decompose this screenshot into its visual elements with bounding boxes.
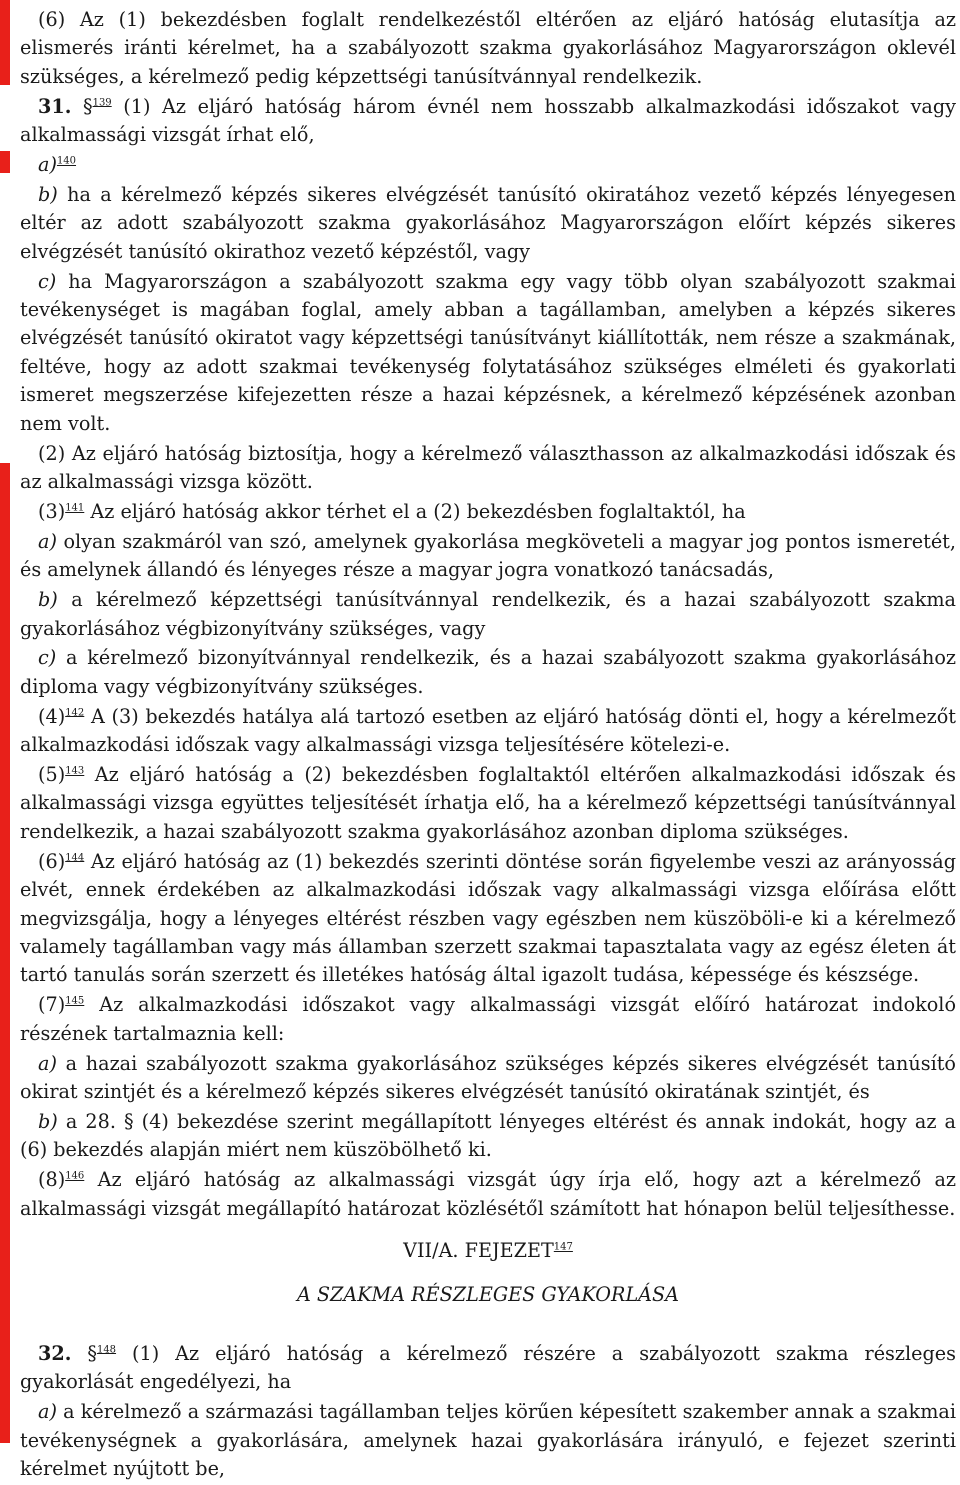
point-text: a hazai szabályozott szakma gyakorlásához szükséges képzés sikeres elvégzését tanúsító okirat szintjét és a kérelmező képzés sikeres elvégzését tanúsító okiratának szintjét, és <box>20 1051 956 1104</box>
chapter-heading <box>20 1237 956 1265</box>
paragraph-6 <box>20 848 956 990</box>
paragraph-text: A (3) bekezdés hatálya alá tartozó esetben az eljáró hatóság dönti el, hogy a kérelmezőt alkalmazkodási időszak vagy alkalmassági vizsga teljesítésére kötelezi-e. <box>20 704 956 757</box>
paragraph-4 <box>20 703 956 760</box>
paragraph-2: (2) Az eljáró hatóság biztosítja, hogy a kérelmező választhasson az alkalmazkodási időszak és az alkalmassági vizsga között. <box>20 441 956 493</box>
paragraph-text: (1) Az eljáró hatóság a kérelmező részére a szabályozott szakma részleges gyakorlását engedélyezi, ha <box>20 1341 956 1394</box>
footnote-link[interactable]: 145 <box>65 995 85 1007</box>
point-letter: c) <box>38 269 57 293</box>
paragraph-7-point-a <box>20 1050 956 1107</box>
paragraph-text: (1) Az eljáró hatóság három évnél nem hosszabb alkalmazkodási időszakot vagy alkalmassági vizsgát írhat elő, <box>20 94 956 147</box>
paragraph-number: (8) <box>38 1168 66 1192</box>
paragraph-3 <box>20 498 956 526</box>
paragraph-3-point-a <box>20 528 956 585</box>
paragraph-6-intro: (6) Az (1) bekezdésben foglalt rendelkezéstől eltérően az eljáró hatóság elutasítja az elismerés iránti kérelmet, ha a szabályozott szakma gyakorlásához Magyarországon oklevél szükséges, a kérelmező pedig képzettségi tanúsítvánnyal rendelkezik. <box>20 8 956 88</box>
point-letter: a) <box>38 529 57 553</box>
document-body <box>20 6 956 1485</box>
point-letter: a) <box>38 1051 57 1075</box>
section-number: 31. <box>38 94 72 118</box>
section-number: 32. <box>38 1341 72 1365</box>
point-letter: c) <box>38 646 57 670</box>
section-sign: § <box>82 94 93 118</box>
footnote-link[interactable]: 140 <box>56 155 77 167</box>
point-text: a kérelmező képzettségi tanúsítvánnyal rendelkezik, és a hazai szabályozott szakma gyakorlásához végbizonyítvány szükséges, vagy <box>20 588 956 640</box>
paragraph-text: Az eljáró hatóság a (2) bekezdésben foglaltaktól eltérően alkalmazkodási időszak és alkalmassági vizsga együttes teljesítését írhatja elő, ha a kérelmező képzettségi tanúsítvánnyal rendelkezik, a hazai szabályozott szakma gyakorlásához azonban diploma szükséges. <box>20 763 956 843</box>
paragraph-number: (3) <box>38 499 66 523</box>
point-text: a kérelmező bizonyítvánnyal rendelkezik, és a hazai szabályozott szakma gyakorlásához diploma vagy végbizonyítvány szükséges. <box>20 646 956 698</box>
chapter-title: A SZAKMA RÉSZLEGES GYAKORLÁSA <box>296 1283 680 1307</box>
section-32-para-1 <box>20 1340 956 1397</box>
footnote-link[interactable]: 141 <box>65 502 85 514</box>
point-letter: b) <box>38 588 58 612</box>
paragraph-number: (7) <box>38 993 66 1017</box>
point-letter: b) <box>38 1109 58 1133</box>
paragraph-5 <box>20 761 956 846</box>
footnote-link[interactable]: 148 <box>96 1344 117 1356</box>
paragraph-text: Az eljáró hatóság az (1) bekezdés szerinti döntése során figyelembe veszi az arányosság elvét, ennek érdekében az alkalmazkodási időszak vagy alkalmassági vizsga előírása előtt megvizsgálja, hogy a lényeges eltérést részben vagy egészben nem küszöböli-e ki a kérelmező valamely tagállamban vagy más államban szerzett szakmai tapasztalata vagy az egész életen át tartó tanulás során szerzett és illetékes hatóság által igazolt tudása, képessége és készsége. <box>20 849 956 987</box>
footnote-link[interactable]: 143 <box>65 765 85 777</box>
section-sign: § <box>87 1341 97 1365</box>
change-bar-2 <box>0 151 10 173</box>
footnote-link[interactable]: 139 <box>92 97 112 109</box>
point-text: ha Magyarországon a szabályozott szakma egy vagy több olyan szabályozott szakmai tevékenységet is magában foglal, amely abban a tagállamban, amelyben a képzés sikeres elvégzését tanúsító okiratot vagy képzettségi tanúsítványt kiállították, nem része a szakmának, feltéve, hogy az adott szakmai tevékenység folytatásához szükséges elméleti és gyakorlati ismeret megszerzése kifejezetten része a hazai képzésnek, a kérelmező képzésének azonban nem volt. <box>20 269 956 435</box>
point-text: olyan szakmáról van szó, amelynek gyakorlása megköveteli a magyar jog pontos ismeretét, és amelynek állandó és lényeges része a magyar jogra vonatkozó tanácsadás, <box>20 529 956 582</box>
point-text: ha a kérelmező képzés sikeres elvégzését tanúsító okiratához vezető képzés lényegesen eltér az adott szabályozott szakma gyakorlásához Magyarországon előírt képzés sikeres elvégzését tanúsító okirathoz vezető képzéstől, vagy <box>20 182 956 263</box>
point-text: a kérelmező a származási tagállamban teljes körűen képesített szakember annak a szakmai tevékenységnek a gyakorlására, amelynek hazai gyakorlására irányuló, e fejezet szerinti kérelmet nyújtott be, <box>20 1400 956 1480</box>
point-letter: a) <box>38 153 57 177</box>
change-bar-1 <box>0 0 10 85</box>
paragraph-7-point-b <box>20 1108 956 1165</box>
paragraph-number: (5) <box>38 763 66 787</box>
chapter-label: VII/A. FEJEZET <box>403 1239 554 1263</box>
point-letter: a) <box>38 1400 57 1424</box>
paragraph-text: Az eljáró hatóság akkor térhet el a (2) bekezdésben foglaltaktól, ha <box>90 499 746 523</box>
paragraph-number: (6) <box>38 849 66 873</box>
section-32-point-a <box>20 1398 956 1483</box>
footnote-link[interactable]: 142 <box>65 707 85 719</box>
paragraph-8 <box>20 1166 956 1223</box>
paragraph-text: Az eljáró hatóság az alkalmassági vizsgát úgy írja elő, hogy azt a kérelmező az alkalmassági vizsgát megállapító határozat közlésétől számított hat hónapon belül teljesíthesse. <box>20 1168 956 1220</box>
paragraph-3-point-c <box>20 644 956 701</box>
point-b <box>20 181 956 266</box>
footnote-link[interactable]: 146 <box>65 1170 85 1182</box>
footnote-link[interactable]: 147 <box>553 1241 573 1253</box>
section-31-para-1 <box>20 93 956 150</box>
paragraph-number: (4) <box>38 704 66 728</box>
paragraph-text: Az alkalmazkodási időszakot vagy alkalmassági vizsgát előíró határozat indokoló részének tartalmaznia kell: <box>20 993 956 1045</box>
point-c <box>20 268 956 438</box>
point-a <box>20 151 956 179</box>
paragraph-3-point-b <box>20 586 956 643</box>
change-bar-3 <box>0 463 10 1443</box>
point-letter: b) <box>38 182 58 206</box>
point-text: a 28. § (4) bekezdése szerint megállapított lényeges eltérést és annak indokát, hogy az a (6) bekezdés alapján miért nem küszöbölhető ki. <box>20 1109 956 1162</box>
footnote-link[interactable]: 144 <box>65 852 85 864</box>
paragraph-7 <box>20 991 956 1048</box>
